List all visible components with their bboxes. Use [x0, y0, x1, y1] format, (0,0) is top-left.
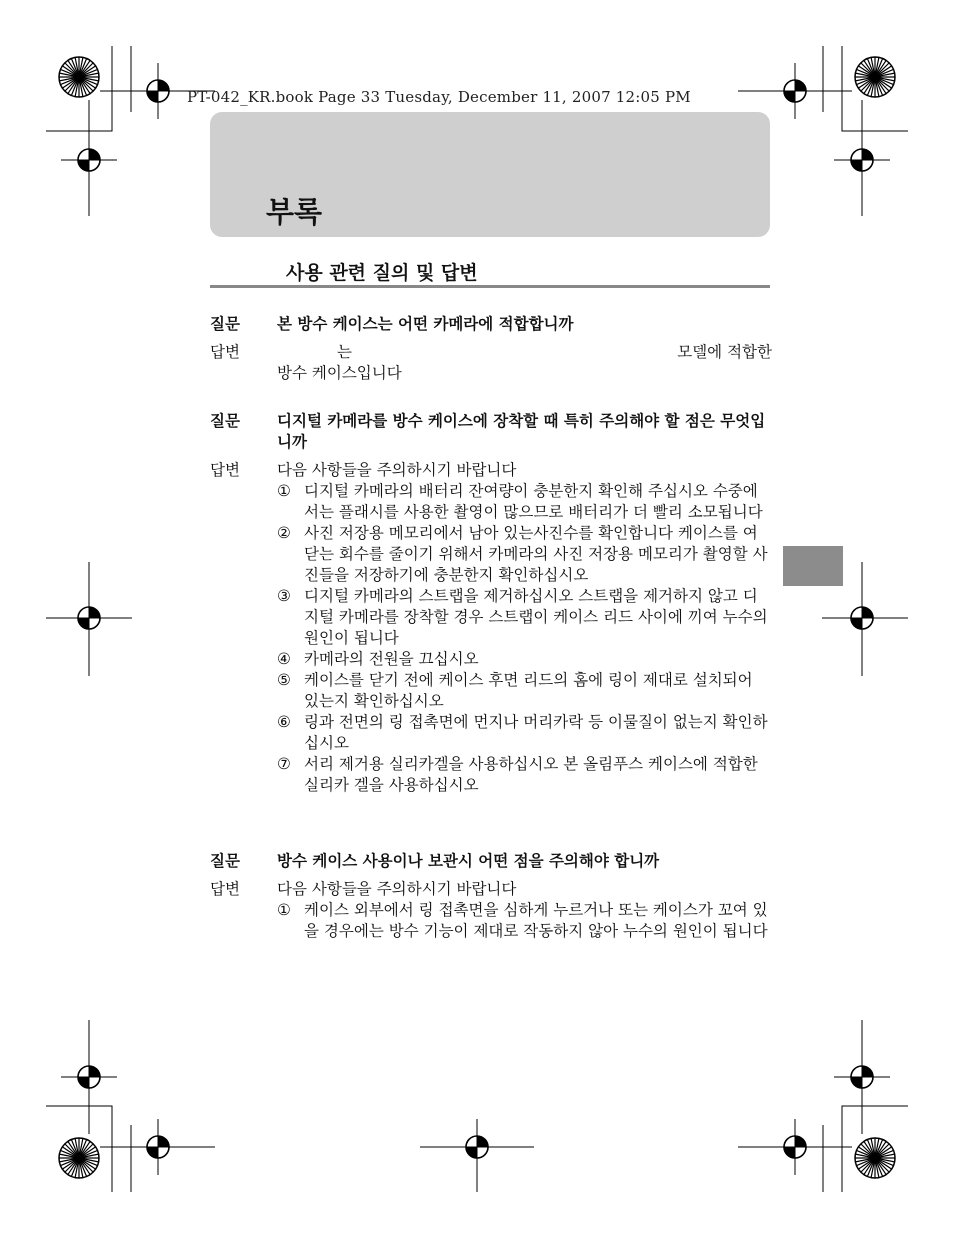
answer-fragment: 는 — [337, 343, 352, 361]
answer-line — [277, 342, 772, 363]
answer-list — [277, 900, 772, 942]
item-number: ① — [277, 482, 291, 500]
chapter-title: 부록 — [266, 195, 323, 229]
chapter-banner — [210, 112, 770, 237]
item-text: 링과 전면의 링 접촉면에 먼지나 머리카락 등 이물질이 없는지 확인하십시오 — [304, 713, 768, 752]
answer-label: 답변 — [210, 343, 240, 361]
question-label: 질문 — [210, 412, 240, 430]
answer-fragment: 모델에 적합한 — [677, 343, 772, 361]
question-label: 질문 — [210, 315, 240, 333]
qa-block-2 — [210, 411, 772, 796]
question-row — [210, 411, 772, 453]
list-item — [277, 900, 772, 942]
list-item — [277, 712, 772, 754]
question-row — [210, 314, 772, 335]
item-text: 사진 저장용 메모리에서 남아 있는사진수를 확인합니다 케이스를 여닫는 회수를 줄이기 위해서 카메라의 사진 저장용 메모리가 촬영할 사진들을 저장하기에 충분한지 확인하십시오 — [304, 524, 768, 584]
question-text: 방수 케이스 사용이나 보관시 어떤 점을 주의해야 합니까 — [277, 852, 660, 870]
list-item — [277, 586, 772, 649]
question-row — [210, 851, 772, 872]
item-text: 서리 제거용 실리카겔을 사용하십시오 본 올림푸스 케이스에 적합한 실리카 겔을 사용하십시오 — [304, 755, 758, 794]
item-text: 디지털 카메라의 스트랩을 제거하십시오 스트랩을 제거하지 않고 디지털 카메라를 장착할 경우 스트랩이 케이스 리드 사이에 끼여 누수의 원인이 됩니다 — [304, 587, 768, 647]
item-number: ⑤ — [277, 671, 291, 689]
qa-block-3 — [210, 851, 772, 942]
file-header: PT-042_KR.book Page 33 Tuesday, December 11, 2007 12:05 PM — [187, 88, 691, 106]
list-item — [277, 523, 772, 586]
answer-label: 답변 — [210, 461, 240, 479]
section-divider — [210, 285, 770, 288]
answer-row — [210, 879, 772, 942]
side-thumb-tab — [783, 546, 843, 586]
item-text: 케이스 외부에서 링 접촉면을 심하게 누르거나 또는 케이스가 꼬여 있을 경우에는 방수 기능이 제대로 작동하지 않아 누수의 원인이 됩니다 — [304, 901, 768, 940]
list-item — [277, 754, 772, 796]
question-label: 질문 — [210, 852, 240, 870]
answer-label: 답변 — [210, 880, 240, 898]
answer-text — [277, 879, 772, 942]
item-number: ② — [277, 524, 291, 542]
answer-line: 방수 케이스입니다 — [277, 364, 402, 382]
question-text: 디지털 카메라를 방수 케이스에 장착할 때 특히 주의해야 할 점은 무엇입니까 — [277, 412, 766, 451]
answer-text — [277, 342, 772, 384]
section-title: 사용 관련 질의 및 답변 — [286, 262, 478, 284]
answer-intro: 다음 사항들을 주의하시기 바랍니다 — [277, 880, 517, 898]
item-text: 디지털 카메라의 배터리 잔여량이 충분한지 확인해 주십시오 수중에서는 플래시를 사용한 촬영이 많으므로 배터리가 더 빨리 소모됩니다 — [304, 482, 763, 521]
answer-text — [277, 460, 772, 796]
item-number: ⑥ — [277, 713, 291, 731]
item-text: 케이스를 닫기 전에 케이스 후면 리드의 홈에 링이 제대로 설치되어 있는지 확인하십시오 — [304, 671, 753, 710]
question-text: 본 방수 케이스는 어떤 카메라에 적합합니까 — [277, 315, 574, 333]
item-number: ⑦ — [277, 755, 291, 773]
answer-list — [277, 481, 772, 796]
item-number: ① — [277, 901, 291, 919]
item-text: 카메라의 전원을 끄십시오 — [304, 650, 479, 668]
list-item — [277, 670, 772, 712]
list-item — [277, 481, 772, 523]
answer-row — [210, 342, 772, 384]
item-number: ③ — [277, 587, 291, 605]
answer-intro: 다음 사항들을 주의하시기 바랍니다 — [277, 461, 517, 479]
qa-block-1 — [210, 314, 772, 384]
answer-row — [210, 460, 772, 796]
list-item — [277, 649, 772, 670]
item-number: ④ — [277, 650, 291, 668]
